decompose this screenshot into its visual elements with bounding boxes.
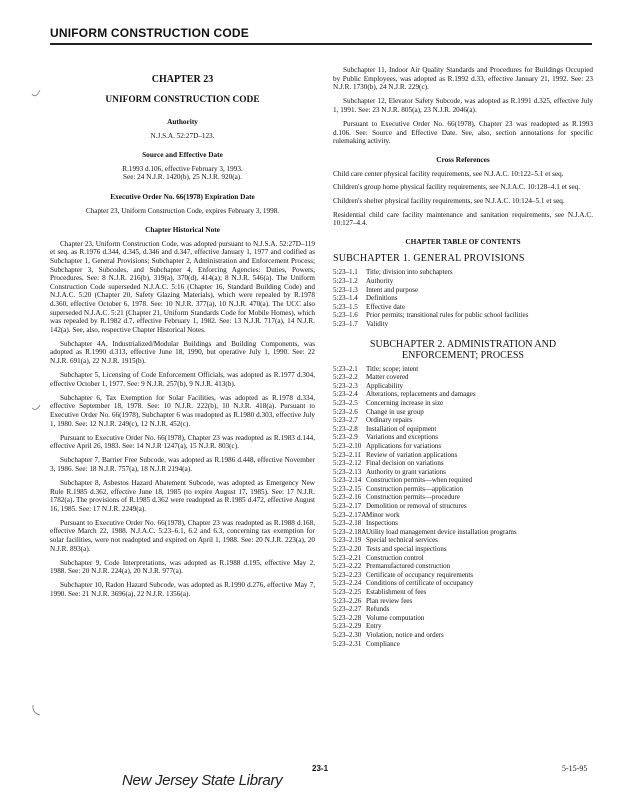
cross-reference: Children's shelter physical facility requirements, see N.J.A.C. 10:124–5.1 et seq.	[333, 197, 565, 206]
section-number: 5:23–2.18	[333, 519, 362, 528]
section-title: Violation, notice and orders	[366, 630, 444, 639]
toc-entry	[333, 408, 593, 417]
history-paragraph: Pursuant to Executive Order No. 66(1978), Chapter 23 was readopted as R.1993 d.106. See: Source and Effective Date. See, also, section annotations for specific rulemaking activity.	[333, 119, 593, 146]
section-number: 5:23–2.8	[333, 424, 358, 433]
toc-entry	[333, 303, 593, 312]
cross-reference: Children's group home physical facility requirements, see N.J.A.C. 10:128–4.1 et seq.	[333, 183, 581, 192]
section-number: 5:23–2.4	[333, 390, 358, 399]
toc-entry	[333, 554, 593, 563]
section-title: Title; division into subchapters	[366, 268, 453, 277]
section-title: Special technical services	[366, 536, 438, 545]
toc-entry	[333, 390, 593, 399]
section-number: 5:23–2.6	[333, 407, 358, 416]
section-title: Tests and special inspections	[366, 545, 447, 554]
section-title: Minor work	[366, 510, 400, 519]
toc-entry	[333, 579, 593, 588]
toc-entry	[333, 562, 593, 571]
section-title: Installation of equipment	[366, 424, 437, 433]
section-number: 5:23–2.31	[333, 639, 362, 648]
section-title: Premanufactured construction	[366, 562, 451, 571]
history-paragraph: Chapter 23, Uniform Construction Code, was adopted pursuant to N.J.S.A. 52:27D–119 et seq. as R.1976 d.344, d.345, d.346 and d.347, effective January 1, 1977 and codified as Subchapter 1, General Provisions; Subchapter 2, Administration and Enforcement Process; Subchapter 3, Subcodes, and Subchapter 4, Enforcing Agencies: Duties, Powers, Procedures. See: 8 N.J.R. 216(b), 319(a), 370(d), 414(a); 8 N.J.R. 546(a). The Uniform Construction Code superseded N.J.A.C. 5:16 (Chapter 16, Standard Building Code) and N.J.A.C. 5:20 (Chapter 20, Safety Glazing Materials), which were repealed by R.1978 d.360, effective October 6, 1978. See: 10 N.J.R. 377(a), 10 N.J.R. 470(a). The UCC also superseded N.J.A.C. 5:21 (Chapter 21, Uniform Standards Code for Mobile Homes), which was repealed by R.1982 d.7, effective February 1, 1982. See: 13 N.J.R. 717(a), 14 N.J.R. 142(a). See, also, respective Chapter Historical Notes.	[50, 239, 315, 334]
section-number: 5:23–2.17A	[333, 510, 367, 519]
subchapter-1-heading: SUBCHAPTER 1. GENERAL PROVISIONS	[333, 253, 525, 265]
subchapter-2-heading	[333, 339, 593, 361]
source-line: See: 24 N.J.R. 1420(b), 25 N.J.R. 920(a).	[123, 173, 242, 182]
section-title: Inspections	[366, 519, 398, 528]
toc-entry	[333, 493, 593, 502]
section-title: Conditions of certificate of occupancy	[366, 579, 474, 588]
section-number: 5:23–2.24	[333, 579, 362, 588]
section-number: 5:23–2.3	[333, 381, 358, 390]
cross-references-heading: Cross References	[436, 155, 490, 165]
revision-date: 5-15-95	[562, 764, 588, 773]
section-title: Ordinary repairs	[366, 416, 413, 425]
toc-entry	[333, 614, 593, 623]
chapter-title: UNIFORM CONSTRUCTION CODE	[105, 95, 260, 105]
toc-entry	[333, 268, 593, 277]
section-title: Construction permits—application	[366, 484, 464, 493]
section-number: 5:23–2.29	[333, 622, 362, 631]
section-number: 5:23–2.9	[333, 433, 358, 442]
toc-entry	[333, 640, 593, 649]
cross-reference: Residential child care facility maintenance and sanitation requirements, see N.J.A.C. 10:127–4.4.	[333, 210, 593, 228]
section-number: 5:23–2.12	[333, 459, 362, 468]
section-number: 5:23–2.5	[333, 398, 358, 407]
section-title: Volume computation	[366, 613, 425, 622]
section-title: Validity	[366, 319, 389, 328]
subchapter-2-list	[333, 365, 593, 649]
section-title: Construction control	[366, 553, 424, 562]
left-column	[50, 66, 315, 604]
section-title: Final decision on variations	[366, 459, 444, 468]
section-number: 5:23–2.17	[333, 502, 362, 511]
section-number: 5:23–1.5	[333, 302, 358, 311]
section-title: Prior permits; transitional rules for public school facilities	[366, 311, 529, 320]
section-number: 5:23–2.11	[333, 450, 361, 459]
toc-entry	[333, 485, 593, 494]
toc-entry	[333, 416, 593, 425]
toc-entry	[333, 311, 593, 320]
section-number: 5:23–2.2	[333, 373, 358, 382]
toc-entry	[333, 605, 593, 614]
section-title: Title; scope; intent	[366, 364, 419, 373]
history-paragraph: Subchapter 7, Barrier Free Subcode, was adopted as R.1986 d.448, effective November 3, 1986. See: 18 N.J.R. 757(a), 18 N.J.R 2194(a).	[50, 456, 315, 473]
section-title: Refunds	[366, 605, 390, 614]
section-number: 5:23–2.14	[333, 476, 362, 485]
section-number: 5:23–2.15	[333, 484, 362, 493]
history-paragraph: Subchapter 11, Indoor Air Quality Standards and Procedures for Buildings Occupied by Public Employees, was adopted as R.1992 d.33, effective January 21, 1992. See: 23 N.J.R. 1730(b), 24 N.J.R. 229(c).	[333, 66, 593, 92]
margin-mark	[30, 703, 42, 717]
history-paragraph: Subchapter 9, Code Interpretations, was adopted as R.1988 d.195, effective May 2, 1988. See: 20 N.J.R. 224(a), 20 N.J.R. 977(a).	[50, 558, 315, 576]
source-line: R.1993 d.106, effective February 3, 1993.	[122, 164, 243, 173]
toc-entry	[333, 399, 593, 408]
library-watermark: New Jersey State Library	[122, 772, 283, 789]
toc-entry	[333, 631, 593, 640]
history-paragraph: Subchapter 10, Radon Hazard Subcode, was adopted as R.1990 d.276, effective May 7, 1990. See: 21 N.J.R. 3696(a), 22 N.J.R. 1356(a).	[50, 581, 315, 599]
toc-entry	[333, 468, 593, 477]
section-title: Matter covered	[366, 373, 409, 382]
history-heading: Chapter Historical Note	[145, 225, 220, 235]
section-title: Alterations, replacements and damages	[366, 390, 476, 399]
toc-entry	[333, 519, 593, 528]
section-number: 5:23–2.28	[333, 613, 362, 622]
section-title: Variations and exceptions	[366, 433, 438, 442]
margin-mark	[30, 402, 42, 416]
section-number: 5:23–2.10	[333, 441, 362, 450]
section-title: Demolition or removal of structures	[366, 502, 467, 511]
section-title: Certificate of occupancy requirements	[366, 570, 474, 579]
toc-entry	[333, 365, 593, 374]
history-paragraph: Subchapter 6, Tax Exemption for Solar Facilities, was adopted as R.1978 d.334, effective September 18, 1978. See: 10 N.J.R. 222(b), 10 N.J.R. 418(a). Pursuant to Executive Order No. 66(1978), Subchapter 6 was readopted as R.1980 d.303, effective July 1, 1980. See: 12 N.J.R. 249(c), 12 N.J.R. 452(c).	[50, 393, 315, 428]
history-paragraph: Subchapter 4A, Industrialized/Modular Buildings and Building Components, was adopted as R.1990 d.313, effective June 18, 1990, but operative July 1, 1990. See: 22 N.J.R. 691(a), 22 N.J.R. 1915(b).	[50, 339, 315, 365]
section-title: Establishment of fees	[366, 588, 427, 596]
history-paragraph: Subchapter 12, Elevator Safety Subcode, was adopted as R.1991 d.325, effective July 1, 1991. See: 23 N.J.R. 805(a), 23 N.J.R. 2046(a).	[333, 97, 593, 114]
toc-entry	[333, 545, 593, 554]
section-title: Authority	[366, 277, 394, 285]
section-title: Compliance	[366, 639, 400, 648]
toc-entry	[333, 588, 593, 597]
section-number: 5:23–2.7	[333, 416, 358, 425]
history-paragraph: Pursuant to Executive Order No. 66(1978), Chapter 23 was readopted as R.1983 d.144, effective April 26, 1983. See: 14 N.J.R 1247(a), 15 N.J.R. 803(c).	[50, 433, 315, 451]
section-number: 5:23–2.22	[333, 562, 362, 571]
section-title: Construction permits—when required	[366, 476, 473, 485]
eo-heading: Executive Order No. 66(1978) Expiration Date	[110, 191, 255, 201]
toc-entry	[333, 459, 593, 468]
section-number: 5:23–2.30	[333, 630, 362, 639]
section-title: Definitions	[366, 294, 398, 303]
section-number: 5:23–2.18A	[333, 527, 367, 536]
section-title: Intent and purpose	[366, 285, 419, 294]
subchapter-2-heading-line: SUBCHAPTER 2. ADMINISTRATION AND	[369, 338, 557, 350]
toc-entry	[333, 536, 593, 545]
toc-entry	[333, 571, 593, 580]
section-title: Applications for variations	[366, 441, 442, 450]
toc-entry	[333, 597, 593, 606]
toc-entry	[333, 425, 593, 434]
section-title: Entry	[366, 622, 382, 631]
toc-entry	[333, 373, 593, 382]
toc-entry	[333, 528, 593, 537]
right-column	[333, 66, 593, 648]
margin-mark	[30, 86, 42, 100]
source-heading: Source and Effective Date	[142, 150, 223, 160]
section-number: 5:23–2.20	[333, 545, 362, 554]
section-number: 5:23–1.2	[333, 277, 358, 285]
history-paragraph: Pursuant to Executive Order No. 66(1978), Chapter 23 was readopted as R.1988 d.168, effective March 22, 1988. N.J.A.C. 5:23–6.1, 6.2 and 6.3, concerning tax exemption for solar facilities, were not readopted and expired on April 1, 1988. See: 20 N.J.R. 223(a), 20 N.J.R. 893(a).	[50, 518, 315, 553]
section-number: 5:23–2.27	[333, 605, 362, 614]
section-title: Change in use group	[366, 407, 424, 416]
section-number: 5:23–2.19	[333, 536, 362, 545]
toc-heading: CHAPTER TABLE OF CONTENTS	[405, 236, 521, 246]
section-number: 5:23–2.25	[333, 588, 362, 596]
chapter-number: CHAPTER 23	[151, 74, 214, 85]
toc-entry	[333, 277, 593, 286]
section-number: 5:23–2.21	[333, 553, 362, 562]
section-title: Authority to grant variations	[366, 467, 446, 476]
header-rule	[50, 43, 592, 45]
toc-entry	[333, 442, 593, 451]
eo-text: Chapter 23, Uniform Construction Code, expires February 3, 1998.	[85, 206, 280, 215]
section-title: Effective date	[366, 302, 405, 311]
toc-entry	[333, 476, 593, 485]
history-paragraph: Subchapter 5, Licensing of Code Enforcement Officials, was adopted as R.1977 d.304, effective October 1, 1977. See: 9 N.J.R. 257(b), 9 N.J.R. 413(b).	[50, 371, 315, 388]
section-title: Review of variation applications	[366, 450, 458, 459]
section-number: 5:23–1.3	[333, 285, 358, 294]
section-title: Construction permits—procedure	[366, 493, 460, 502]
cross-reference: Child care center physical facility requirements, see N.J.A.C. 10:122–5.1 et seq.	[333, 169, 564, 178]
subchapter-2-heading-line: ENFORCEMENT; PROCESS	[402, 349, 524, 361]
toc-entry	[333, 286, 593, 295]
section-number: 5:23–2.13	[333, 467, 362, 476]
section-number: 5:23–1.7	[333, 319, 358, 328]
subchapter-1-list	[333, 268, 593, 328]
page-number: 23-1	[312, 764, 329, 773]
section-number: 5:23–1.4	[333, 294, 358, 303]
toc-entry	[333, 451, 593, 460]
toc-entry	[333, 502, 593, 511]
toc-entry	[333, 320, 593, 329]
section-number: 5:23–2.26	[333, 596, 362, 605]
running-header: UNIFORM CONSTRUCTION CODE	[50, 26, 249, 40]
toc-entry	[333, 382, 593, 391]
toc-entry	[333, 433, 593, 442]
section-number: 5:23–1.1	[333, 268, 358, 277]
section-number: 5:23–2.16	[333, 493, 362, 502]
authority-heading: Authority	[167, 117, 198, 126]
section-number: 5:23–1.6	[333, 311, 358, 320]
authority-text: N.J.S.A. 52:27D–123.	[150, 131, 215, 140]
toc-entry	[333, 294, 593, 303]
section-number: 5:23–2.1	[333, 364, 358, 373]
section-title: Plan review fees	[366, 596, 413, 605]
history-paragraph: Subchapter 8, Asbestos Hazard Abatement Subcode, was adopted as Emergency New Rule R.1985 d.362, effective June 18, 1985 (to expire August 17, 1985). See: 17 N.J.R. 1782(a). The provisions of R.1985 d.362 were readopted as R.1985 d.472, effective August 16, 1985. See: 17 N.J.R. 2249(a).	[50, 479, 315, 513]
toc-entry	[333, 622, 593, 631]
toc-entry	[333, 511, 593, 520]
section-number: 5:23–2.23	[333, 570, 362, 579]
section-title: Concerning increase in size	[366, 398, 444, 407]
section-title: Utility load management device installation programs	[366, 527, 517, 536]
section-title: Applicability	[366, 381, 403, 390]
